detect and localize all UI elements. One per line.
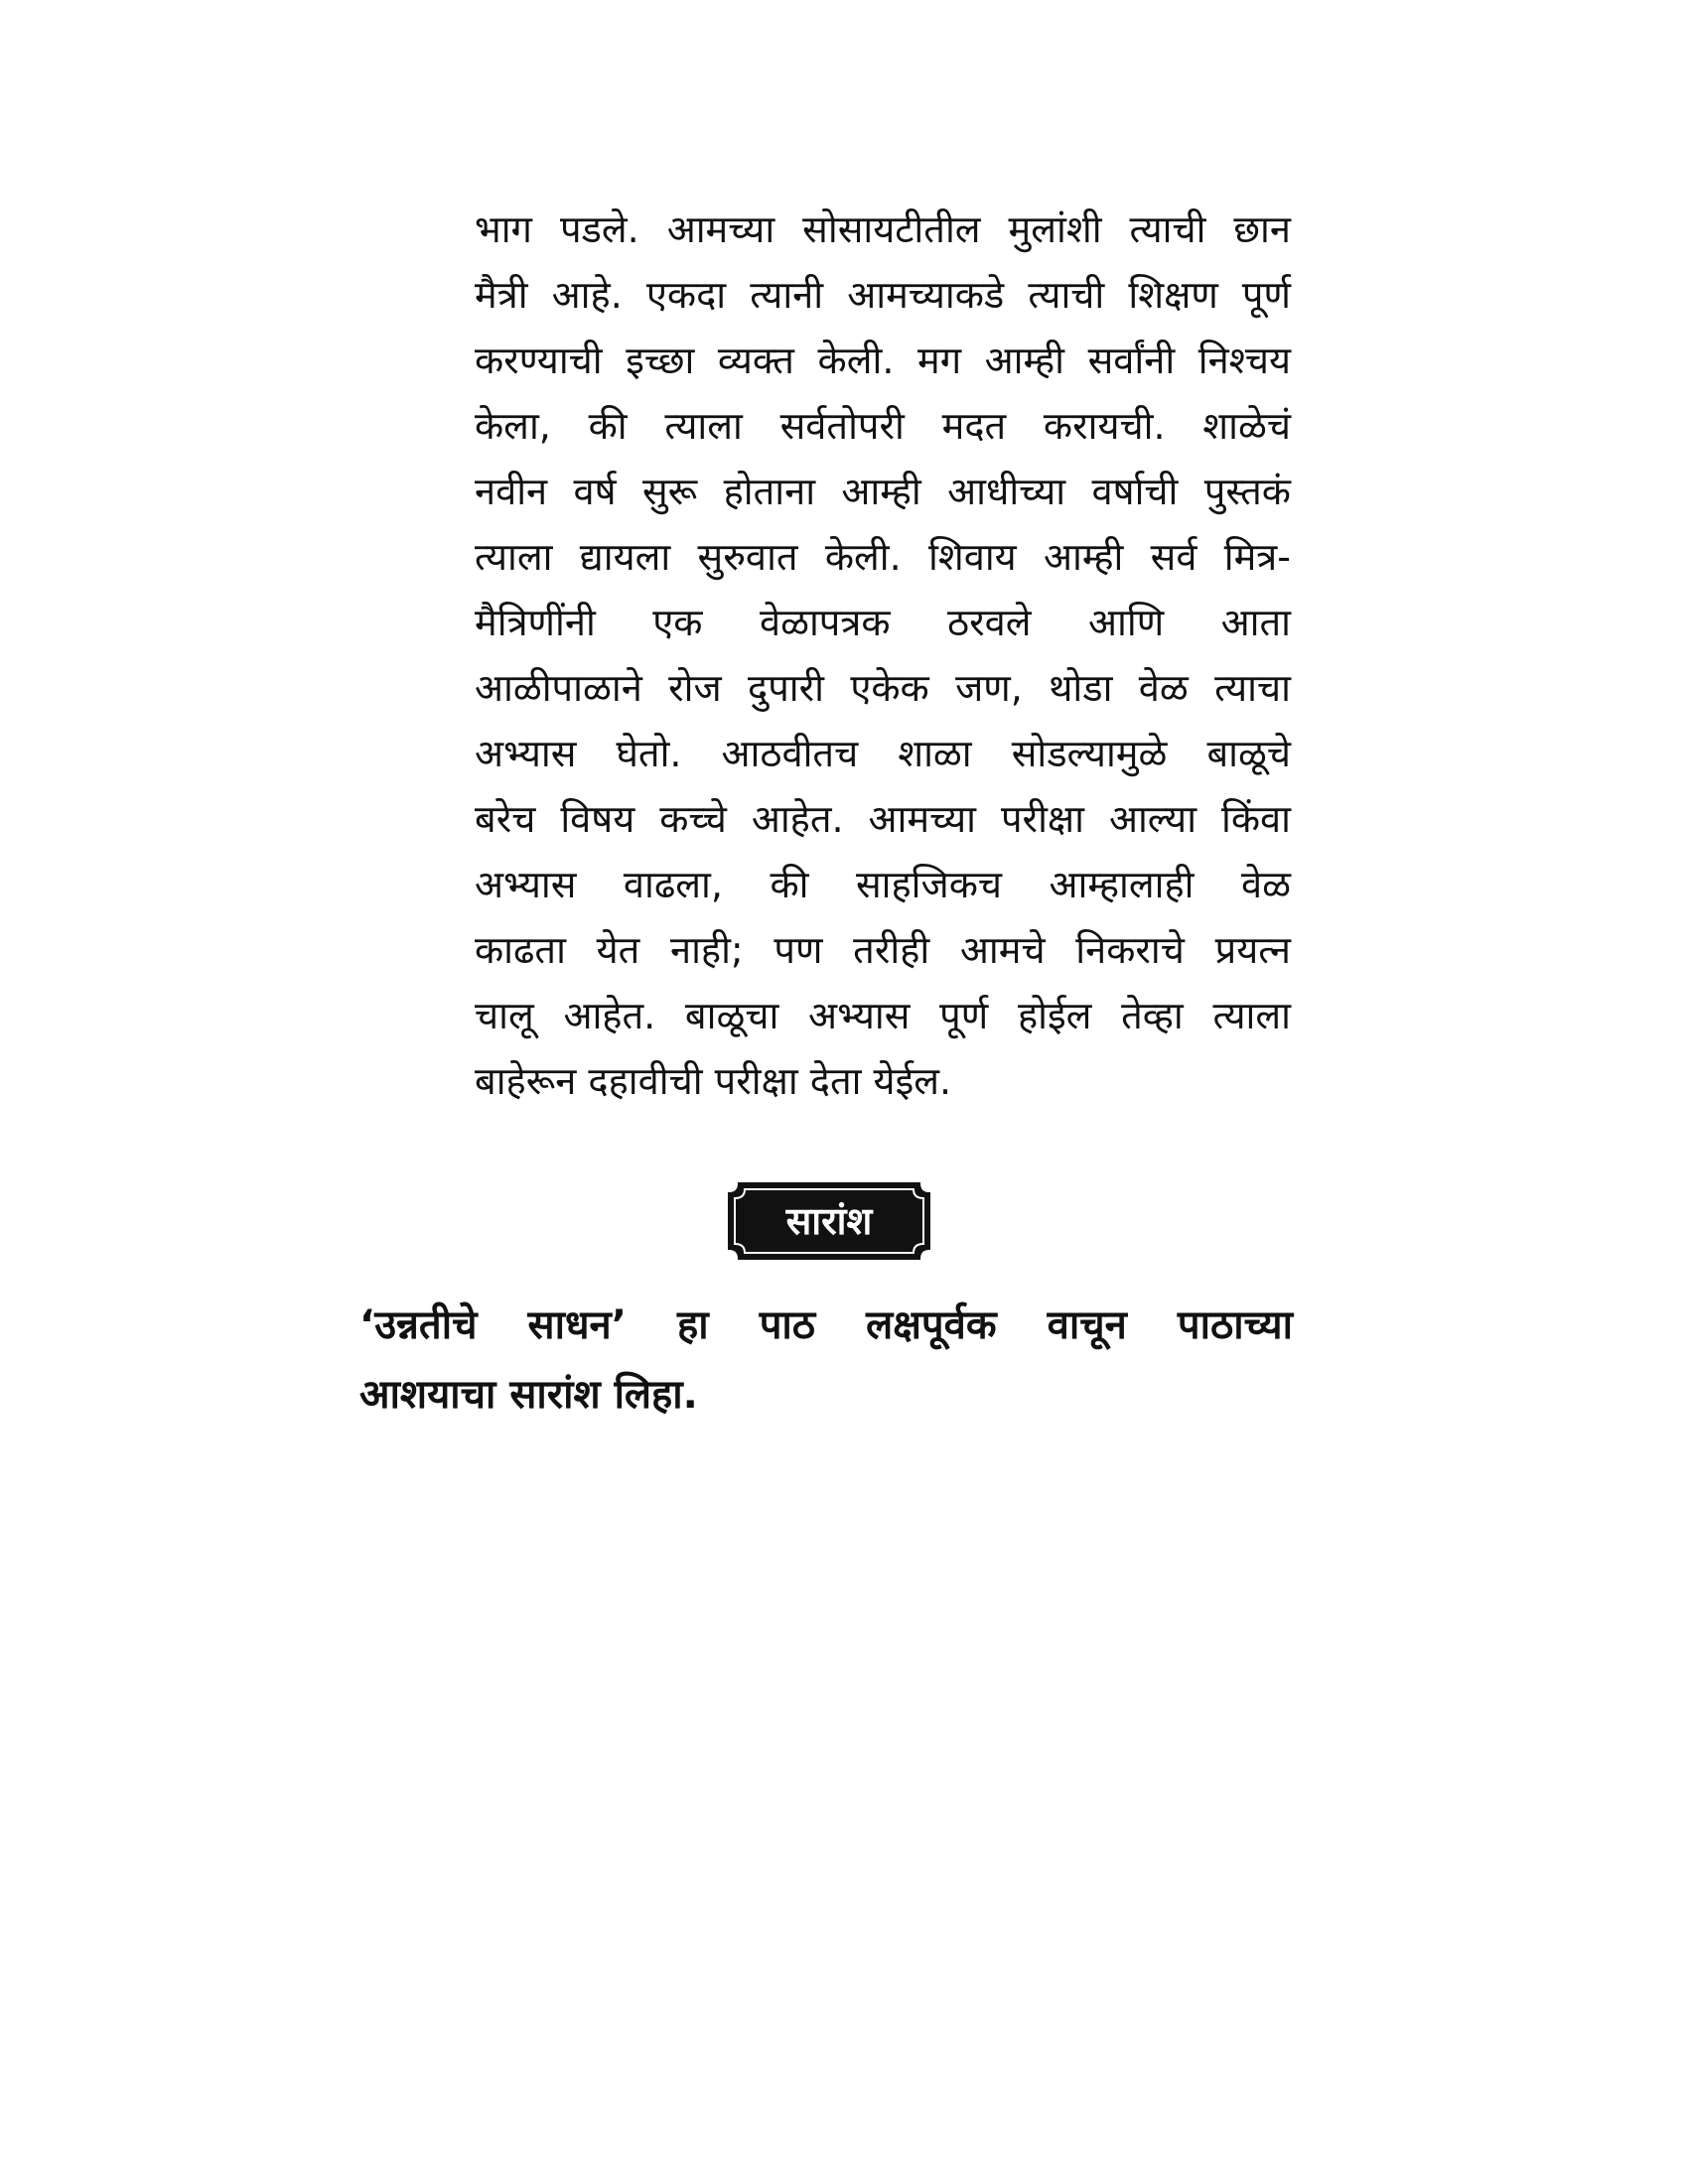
- passage-line: मैत्री आहे. एकदा त्यानी आमच्याकडे त्याची शिक्षण पूर्ण: [475, 273, 1291, 317]
- section-heading-badge: [725, 1179, 933, 1263]
- passage-line: काढता येत नाही; पण तरीही आमचे निकराचे प्रयत्न: [475, 928, 1291, 972]
- section-heading: सारांश: [785, 1199, 873, 1243]
- passage-line: नवीन वर्ष सुरू होताना आम्ही आधीच्या वर्षाची पुस्तकं: [475, 470, 1291, 513]
- passage-line: मैत्रिणींनी एक वेळापत्रक ठरवले आणि आता: [475, 601, 1291, 644]
- instruction-line: आशयाचा सारांश लिहा.: [359, 1372, 698, 1418]
- passage-line: बरेच विषय कच्चे आहेत. आमच्या परीक्षा आल्या किंवा: [475, 797, 1291, 841]
- passage-line: अभ्यास घेतो. आठवीतच शाळा सोडल्यामुळे बाळूचे: [475, 732, 1291, 775]
- instruction-line: ‘उन्नतीचे साधन’ हा पाठ लक्षपूर्वक वाचून पाठाच्या: [359, 1302, 1293, 1348]
- instruction-text: [359, 1291, 1293, 1430]
- passage-line: केला, की त्याला सर्वतोपरी मदत करायची. शाळेचं: [475, 404, 1291, 448]
- passage-line: करण्याची इच्छा व्यक्त केली. मग आम्ही सर्वांनी निश्चय: [475, 339, 1291, 382]
- passage-line: अभ्यास वाढला, की साहजिकच आम्हालाही वेळ: [475, 863, 1291, 906]
- passage-text: [475, 197, 1291, 1114]
- passage-line: त्याला द्यायला सुरुवात केली. शिवाय आम्ही सर्व मित्र-: [475, 535, 1291, 579]
- passage-line: भाग पडले. आमच्या सोसायटीतील मुलांशी त्याची छान: [475, 207, 1291, 251]
- passage-line: बाहेरून दहावीची परीक्षा देता येईल.: [475, 1059, 952, 1103]
- passage-line: चालू आहेत. बाळूचा अभ्यास पूर्ण होईल तेव्हा त्याला: [475, 994, 1291, 1037]
- passage-line: आळीपाळाने रोज दुपारी एकेक जण, थोडा वेळ त्याचा: [475, 666, 1291, 710]
